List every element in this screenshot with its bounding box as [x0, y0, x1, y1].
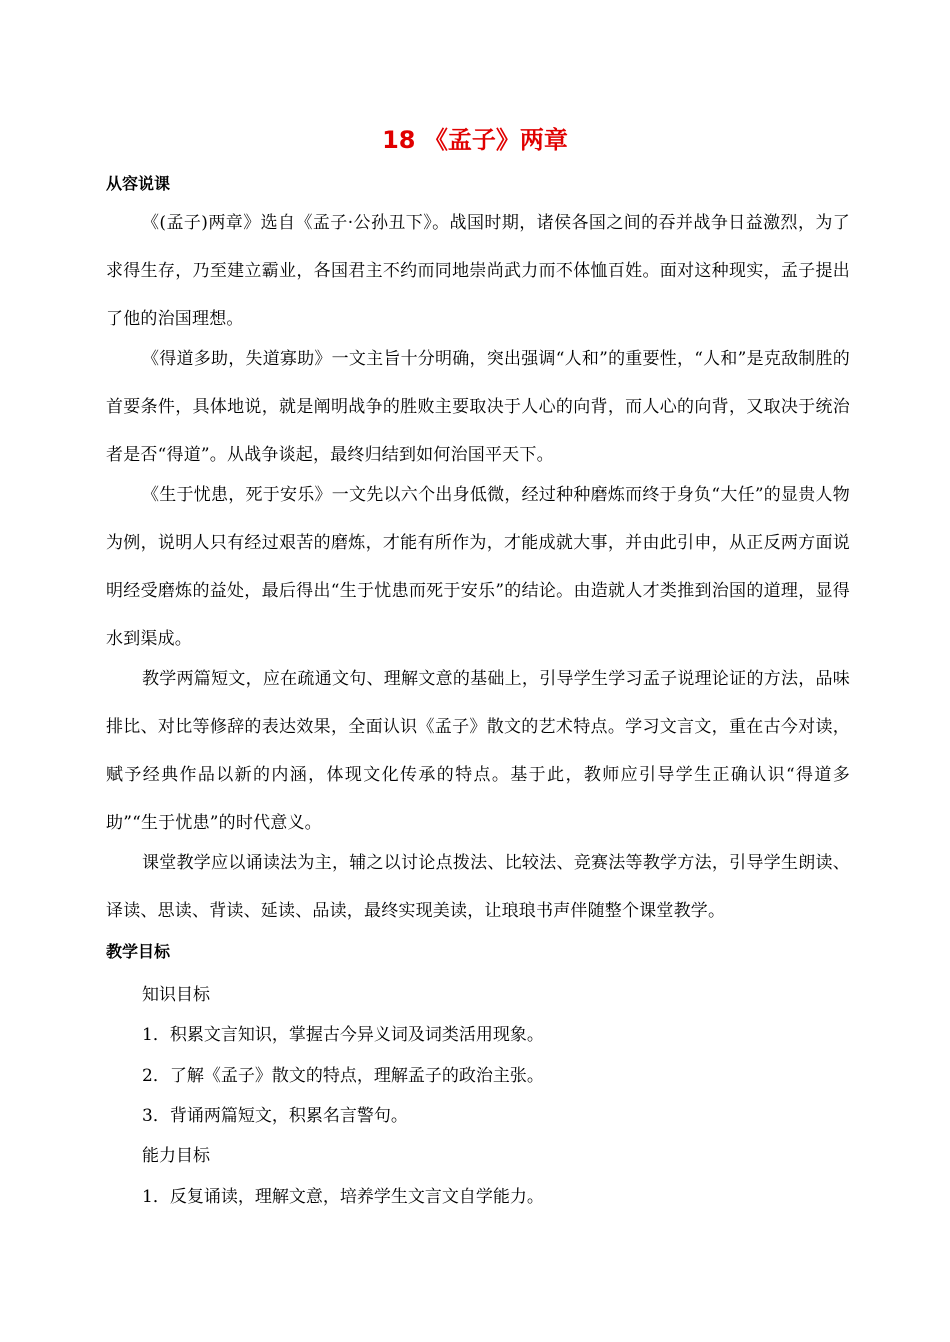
- paragraph: 课堂教学应以诵读法为主，辅之以讨论点拨法、比较法、竞赛法等教学方法，引导学生朗读、译读、思读、背读、延读、品读，最终实现美读，让琅琅书声伴随整个课堂教学。: [106, 853, 850, 921]
- document-title: 18 《孟子》两章: [382, 126, 568, 154]
- list-item: 3．背诵两篇短文，积累名言警句。: [142, 1106, 408, 1126]
- section-heading-teaching-goals: 教学目标: [106, 942, 171, 961]
- subheading-ability-goals: 能力目标: [142, 1146, 210, 1166]
- paragraph: 《得道多助，失道寡助》一文主旨十分明确，突出强调“人和”的重要性，“人和”是克敌制胜的首要条件，具体地说，就是阐明战争的胜败主要取决于人心的向背，而人心的向背，又取决于统治者是否“得道”。从战争谈起，最终归结到如何治国平天下。: [106, 349, 850, 465]
- list-item: 2．了解《孟子》散文的特点，理解孟子的政治主张。: [142, 1066, 544, 1086]
- section-heading-lesson-talk: 从容说课: [106, 174, 171, 193]
- subheading-knowledge-goals: 知识目标: [142, 985, 210, 1005]
- list-item: 1．反复诵读，理解文意，培养学生文言文自学能力。: [142, 1187, 544, 1207]
- paragraph: 《生于忧患，死于安乐》一文先以六个出身低微，经过种种磨炼而终于身负“大任”的显贵人物为例，说明人只有经过艰苦的磨炼，才能有所作为，才能成就大事，并由此引申，从正反两方面说明经受磨炼的益处，最后得出“生于忧患而死于安乐”的结论。由造就人才类推到治国的道理，显得水到渠成。: [106, 485, 850, 649]
- list-item: 1．积累文言知识，掌握古今异义词及词类活用现象。: [142, 1025, 544, 1045]
- paragraph: 教学两篇短文，应在疏通文句、理解文意的基础上，引导学生学习孟子说理论证的方法，品味排比、对比等修辞的表达效果，全面认识《孟子》散文的艺术特点。学习文言文，重在古今对读，赋予经典作品以新的内涵，体现文化传承的特点。基于此，教师应引导学生正确认识“得道多助”“生于忧患”的时代意义。: [106, 669, 850, 833]
- paragraph: 《(孟子)两章》选自《孟子·公孙丑下》。战国时期，诸侯各国之间的吞并战争日益激烈，为了求得生存，乃至建立霸业，各国君主不约而同地崇尚武力而不体恤百姓。面对这种现实，孟子提出了他的治国理想。: [106, 213, 850, 329]
